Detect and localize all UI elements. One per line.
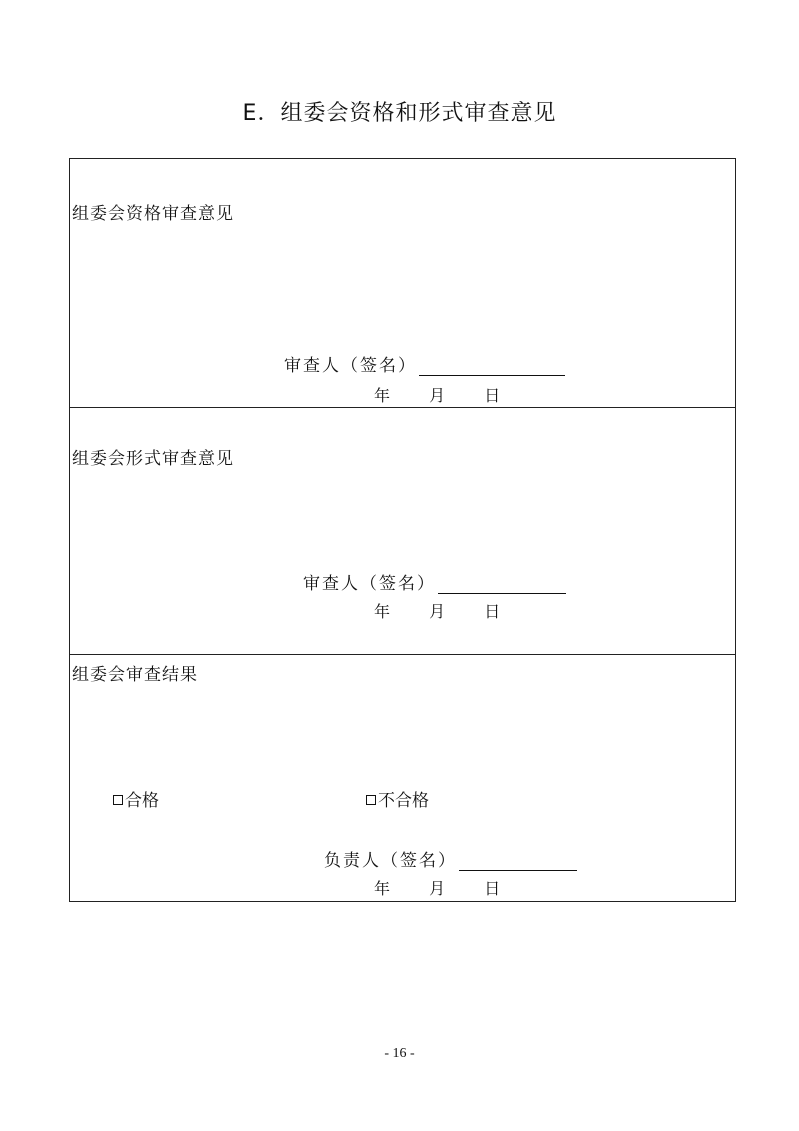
year-label: 年 xyxy=(374,386,391,405)
qualification-review-section xyxy=(70,159,735,408)
checkbox-icon[interactable] xyxy=(113,795,123,805)
signer-label: 负责人（签名） xyxy=(324,851,457,871)
day-label: 日 xyxy=(484,386,501,405)
review-result-section xyxy=(70,655,735,901)
signature-line[interactable] xyxy=(459,852,577,871)
signature-row xyxy=(284,351,565,376)
option-fail[interactable] xyxy=(366,786,429,811)
section-label: 组委会资格审查意见 xyxy=(72,204,234,224)
option-pass[interactable] xyxy=(113,786,159,811)
signature-row xyxy=(324,846,577,871)
option-label: 合格 xyxy=(125,791,159,811)
checkbox-icon[interactable] xyxy=(366,795,376,805)
section-label: 组委会形式审查意见 xyxy=(72,449,234,469)
page-number: - 16 - xyxy=(384,1046,415,1061)
day-label: 日 xyxy=(484,602,501,621)
signer-label: 审查人（签名） xyxy=(303,574,436,594)
day-label: 日 xyxy=(484,879,501,898)
signature-line[interactable] xyxy=(419,357,565,376)
signature-row xyxy=(303,569,566,594)
section-label: 组委会审查结果 xyxy=(72,665,198,685)
month-label: 月 xyxy=(429,602,446,621)
option-label: 不合格 xyxy=(378,791,429,811)
month-label: 月 xyxy=(429,386,446,405)
date-row xyxy=(374,383,500,406)
signer-label: 审查人（签名） xyxy=(284,356,417,376)
year-label: 年 xyxy=(374,602,391,621)
year-label: 年 xyxy=(374,879,391,898)
page-title: E．组委会资格和形式审查意见 xyxy=(242,101,557,126)
date-row xyxy=(374,876,500,899)
date-row xyxy=(374,599,500,622)
format-review-section xyxy=(70,408,735,655)
review-form xyxy=(69,158,736,902)
month-label: 月 xyxy=(429,879,446,898)
signature-line[interactable] xyxy=(438,575,566,594)
